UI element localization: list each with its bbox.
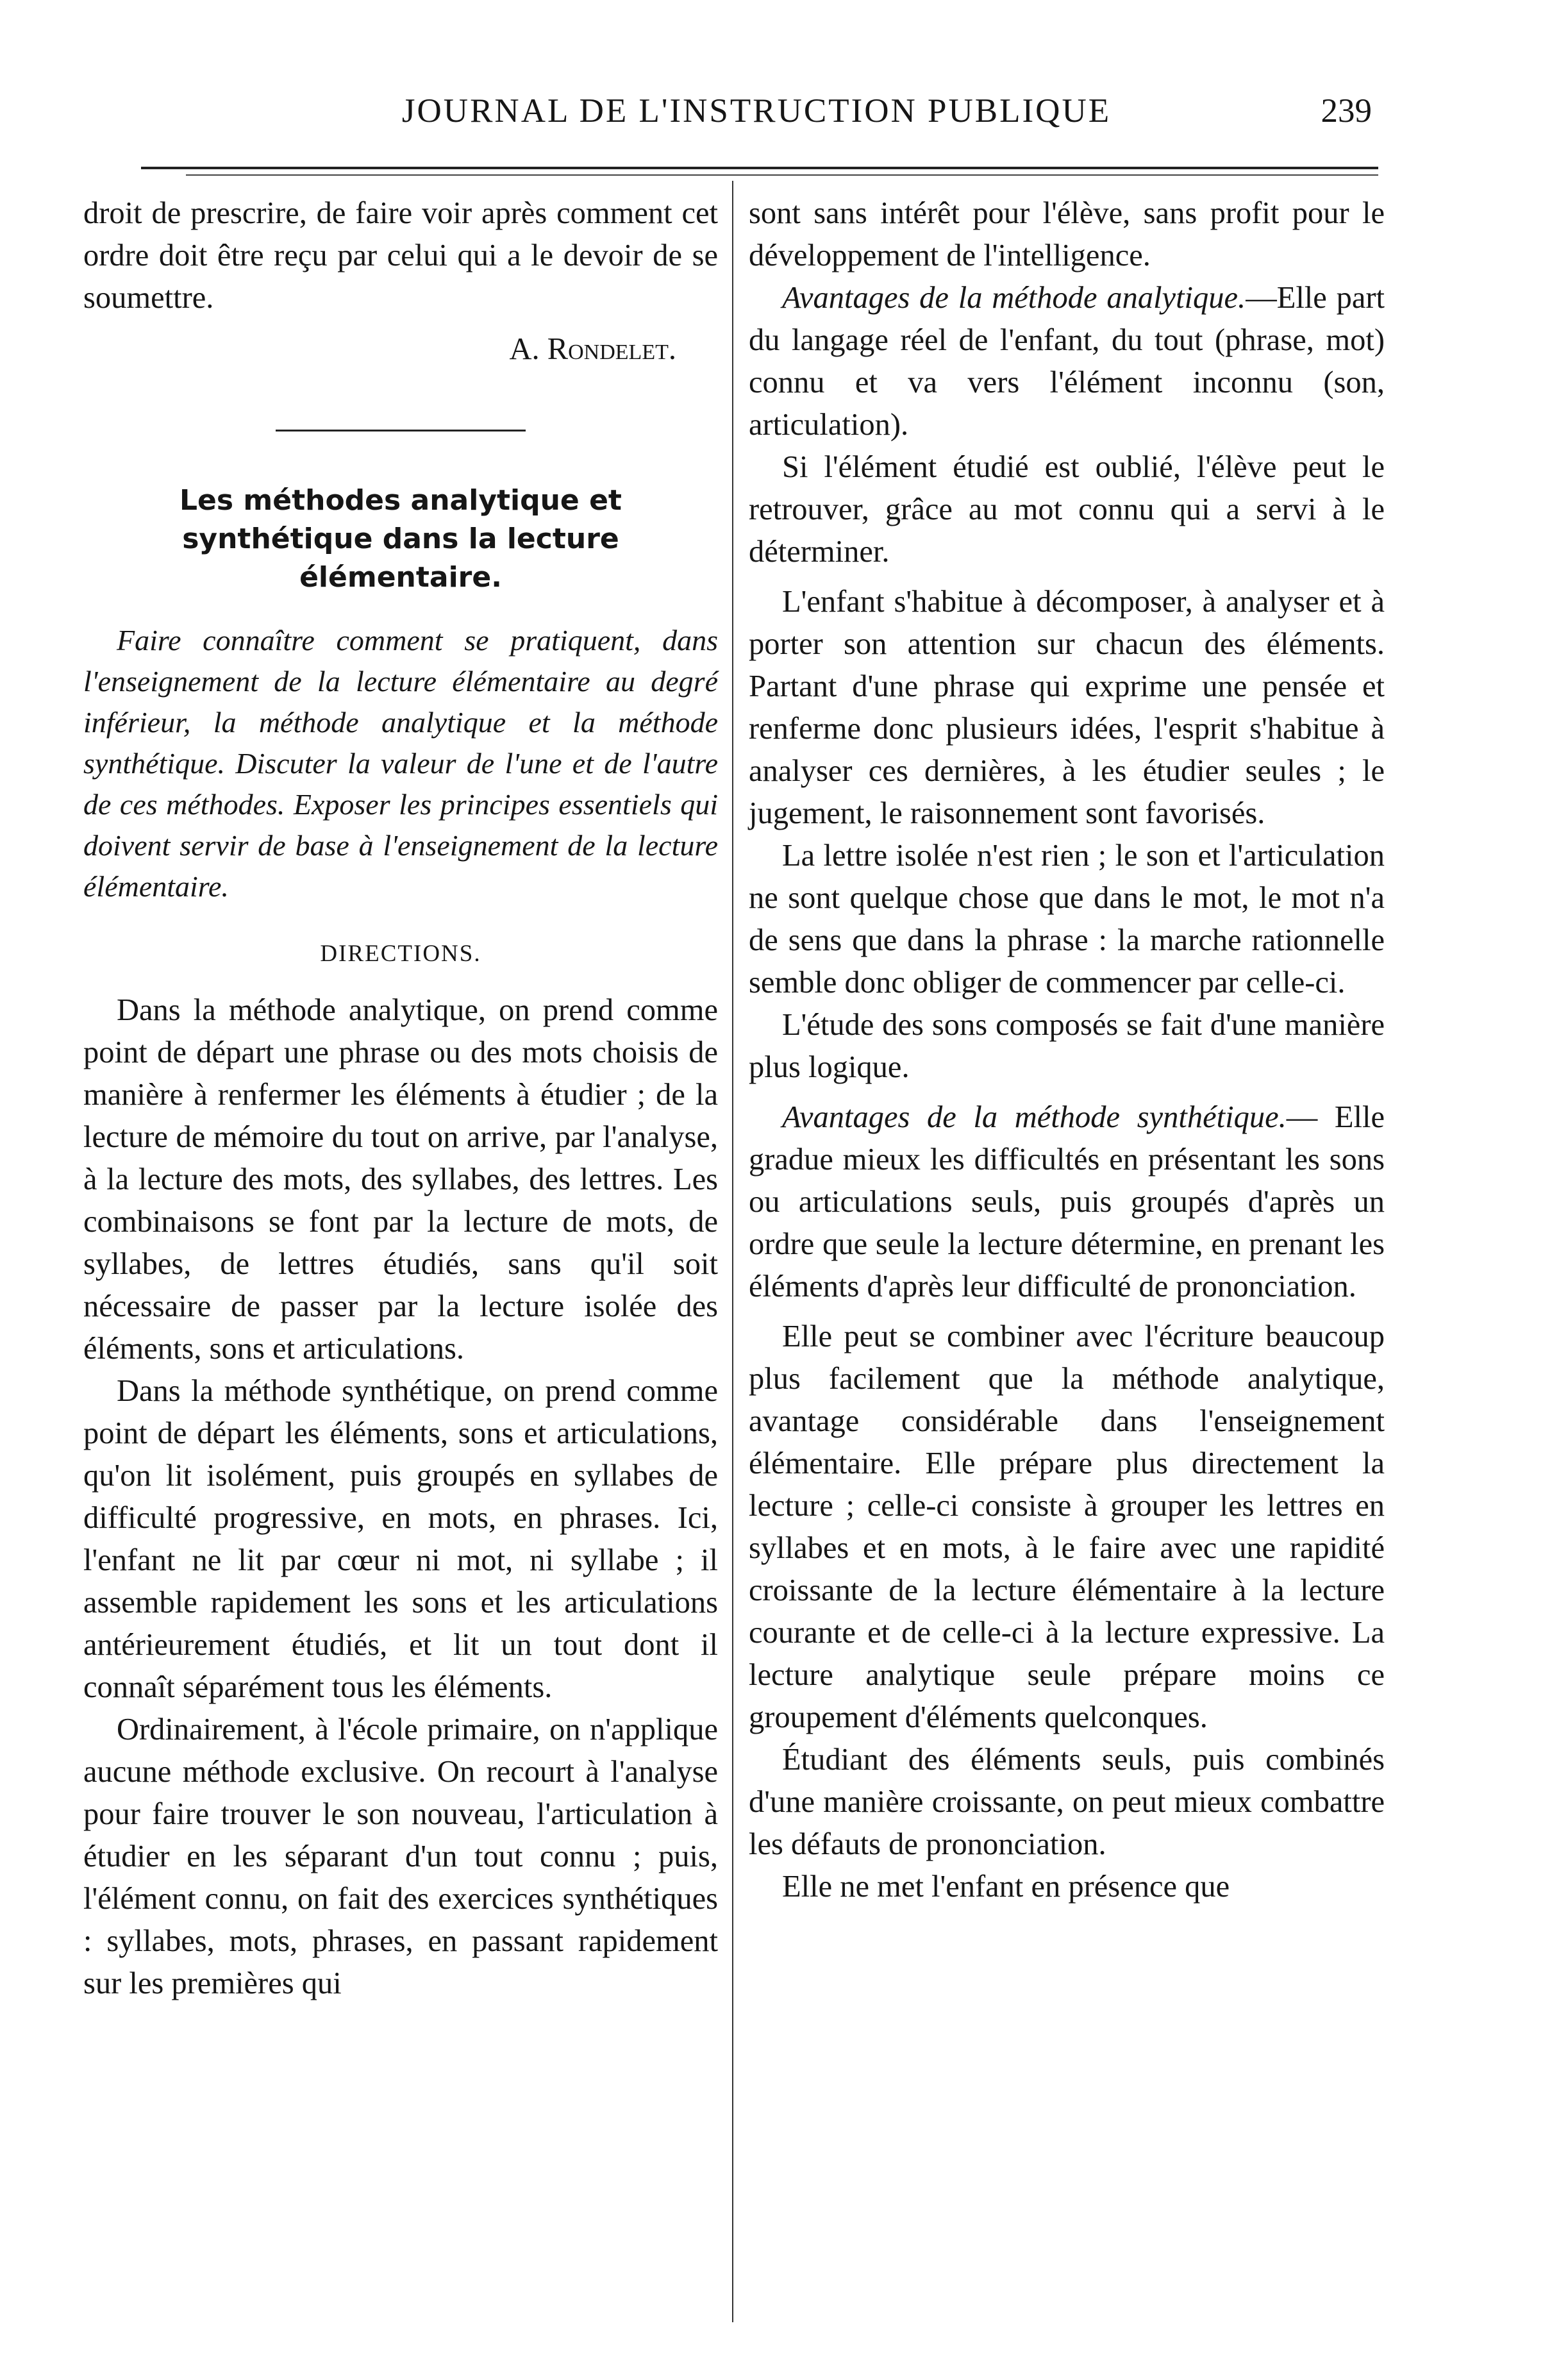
signature-name: Rondelet. [547,332,676,366]
header-rule [141,167,1378,169]
paragraph-compound-sounds: L'étude des sons composés se fait d'une manière plus logique. [749,1008,1385,1084]
author-signature [83,328,718,371]
paragraph-continuation: sont sans intérêt pour l'élève, sans profit pour le développement de l'intelligence. [749,196,1385,272]
article-title: Les méthodes analytique et synthétique dans la lecture élémentaire. [179,484,622,594]
left-column [83,192,718,2005]
directions-heading: DIRECTIONS. [320,941,481,967]
paragraph-synthetic-method: Dans la méthode synthétique, on prend comme point de départ les éléments, sons et articulations, qu'on lit isolément, puis groupés en syllabes de difficulté progressive, en mots, en phrases. Ici, l'enfant ne lit par cœur ni mot, ni syllabe ; il assemble rapidement les sons et les articulations antérieurement étudiés, et lit un tout dont il connaît séparément tous les éléments. [83,1374,718,1704]
journal-title: JOURNAL DE L'INSTRUCTION PUBLIQUE [401,92,1112,130]
paragraph-analytic-method: Dans la méthode analytique, on prend comme point de départ une phrase ou des mots choisis de manière à renfermer les éléments à étudier ; de la lecture de mémoire du tout on arrive, par l'analyse, à la lecture des mots, des syllabes, des lettres. Les combinaisons se font par la lecture de mots, de syllabes, de lettres étudiés, sans qu'il soit nécessaire de passer par la lecture isolée des éléments, sons et articulations. [83,993,718,1366]
intro-paragraph: droit de prescrire, de faire voir après comment cet ordre doit être reçu par celui qui a le devoir de se soumettre. [83,196,718,315]
synthetic-advantages-heading: Avantages de la méthode synthétique. [782,1100,1287,1134]
paragraph-analytic-advantages [749,277,1385,446]
header-rule-thin [186,174,1378,176]
paragraph-writing-combination: Elle peut se combiner avec l'écriture beaucoup plus facilement que la méthode analytique, avantage considérable dans l'enseignement élémentaire. Elle prépare plus directement la lecture ; celle-ci consiste à grouper les lettres en syllabes et en mots, à le faire avec une rapidité croissante de la lecture élémentaire à la lecture courante et de celle-ci à la lecture expressive. La lecture analytique seule prépare moins ce groupement d'éléments quelconques. [749,1319,1385,1734]
paragraph-forgotten-element: Si l'élément étudié est oublié, l'élève peut le retrouver, grâce au mot connu qui a servi à le déterminer. [749,450,1385,569]
column-divider [732,181,733,2322]
page-number: 239 [1321,92,1372,130]
running-header [128,92,1385,149]
paragraph-ordinary-practice: Ordinairement, à l'école primaire, on n'applique aucune méthode exclusive. On recourt à l'analyse pour faire trouver le son nouveau, l'articulation à étudier en les séparant d'un tout connu ; puis, l'élément connu, on fait des exercices synthétiques : syllabes, mots, phrases, en passant rapidement sur les premières qui [83,1713,718,2000]
paragraph-synthetic-advantages [749,1096,1385,1308]
paragraph-isolated-letter: La lettre isolée n'est rien ; le son et l'articulation ne sont quelque chose que dans le mot, le mot n'a de sens que dans la phrase : la marche rationnelle semble donc obliger de commencer par celle-ci. [749,839,1385,1000]
paragraph-final-line: Elle ne met l'enfant en présence que [782,1870,1230,1904]
synthetic-advantages-text: — Elle gradue mieux les difficultés en présentant les sons ou articulations seuls, puis groupés d'après un ordre que seule la lecture détermine, en prenant les éléments d'après leur difficulté de prononciation. [749,1100,1385,1303]
exam-prompt: Faire connaître comment se pratiquent, dans l'enseignement de la lecture élémentaire au degré inférieur, la méthode analytique et la méthode synthétique. Discuter la valeur de l'une et de l'autre de ces méthodes. Exposer les principes essentiels qui doivent servir de base à l'enseignement de la lecture élémentaire. [83,624,718,903]
analytic-advantages-text: —Elle part du langage réel de l'enfant, du tout (phrase, mot) connu et va vers l'élément inconnu (son, articulation). [749,281,1385,442]
analytic-advantages-heading: Avantages de la méthode analytique. [782,281,1246,315]
signature-initial: A. [509,332,547,366]
paragraph-decomposition: L'enfant s'habitue à décomposer, à analyser et à porter son attention sur chacun des éléments. Partant d'une phrase qui exprime une pensée et renferme donc plusieurs idées, l'esprit s'habitue à analyser ces dernières, à les étudier seules ; le jugement, le raisonnement sont favorisés. [749,585,1385,830]
right-column [749,192,1385,1908]
section-separator [276,430,526,431]
paragraph-pronunciation: Étudiant des éléments seuls, puis combinés d'une manière croissante, on peut mieux combattre les défauts de prononciation. [749,1743,1385,1861]
